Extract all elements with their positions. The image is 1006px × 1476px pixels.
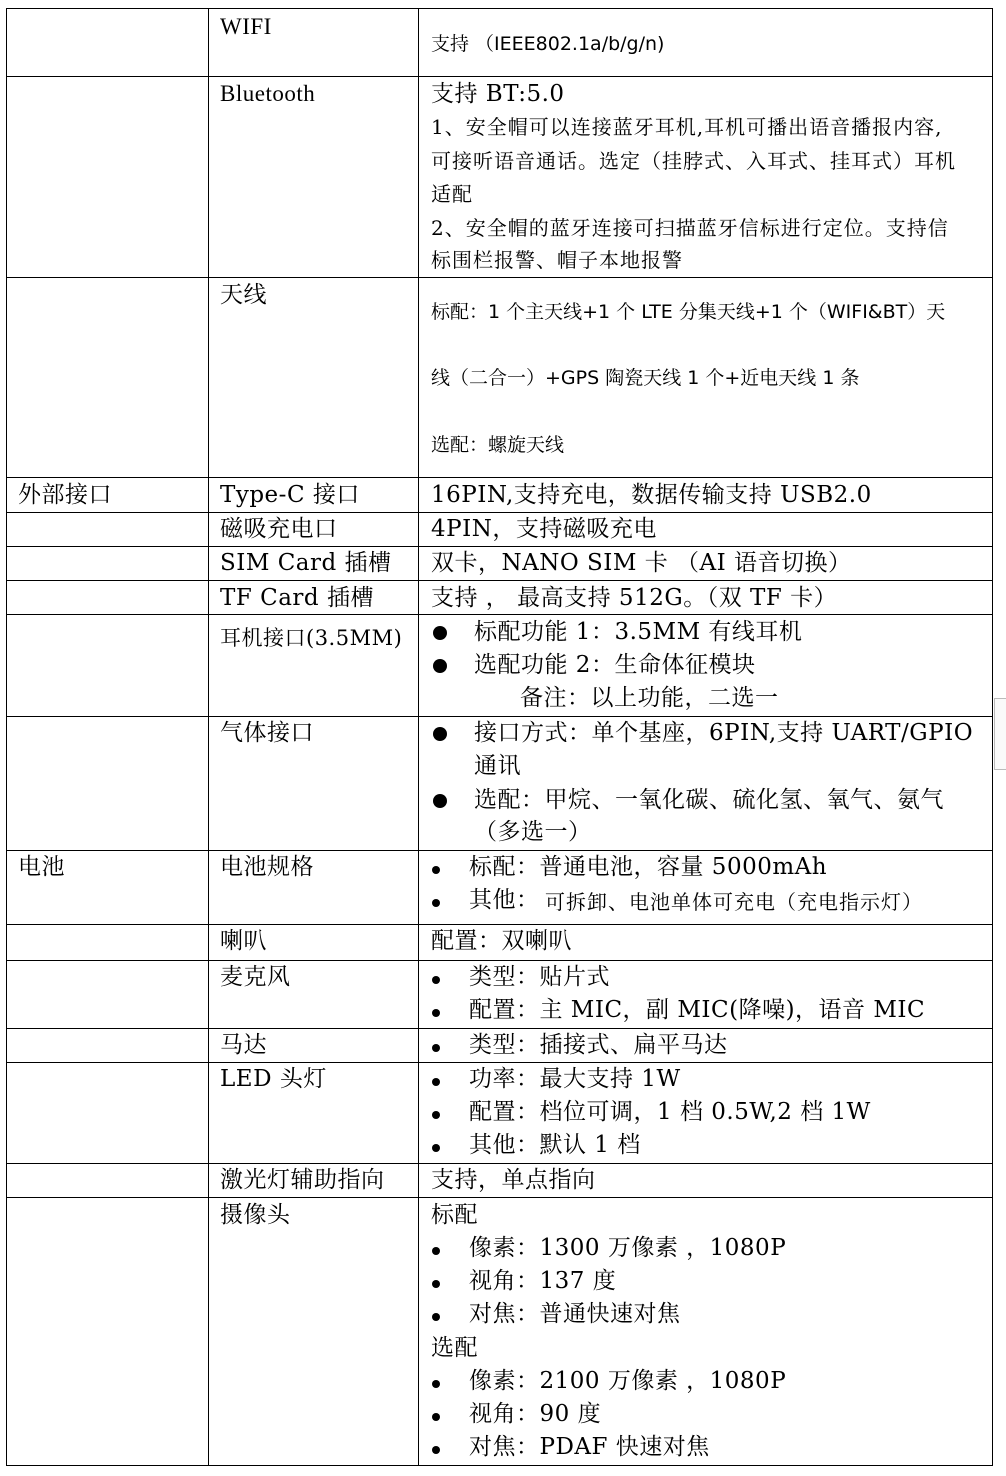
bluetooth-note-2: 标围栏报警、帽子本地报警 <box>431 248 683 272</box>
row-rule <box>6 1028 993 1029</box>
camera-spec: 对焦：普通快速对焦 <box>469 1301 681 1327</box>
item-typec: Type-C 接口 <box>220 482 360 508</box>
row-rule <box>6 8 993 9</box>
motor-spec: 类型：插接式、扁平马达 <box>469 1032 728 1058</box>
bluetooth-note-1: 适配 <box>431 182 473 206</box>
row-rule <box>6 277 993 278</box>
camera-spec: 像素：2100 万像素 ，1080P <box>469 1368 787 1394</box>
bullet-icon <box>432 1144 440 1152</box>
row-rule <box>6 924 993 925</box>
row-rule <box>6 614 993 615</box>
bullet-icon <box>432 1247 440 1255</box>
gas-option: 接口方式：单个基座，6PIN,支持 UART/GPIO <box>474 720 974 746</box>
item-antenna: 天线 <box>220 282 267 308</box>
row-rule <box>6 716 993 717</box>
bullet-icon <box>432 1313 440 1321</box>
row-rule <box>6 477 993 478</box>
row-rule <box>6 580 993 581</box>
bluetooth-note-1: 1、安全帽可以连接蓝牙耳机,耳机可播出语音播报内容, <box>431 115 943 139</box>
value-sim: 双卡，NANO SIM 卡 （AI 语音切换） <box>431 550 852 576</box>
bullet-icon <box>432 899 440 907</box>
item-bluetooth: Bluetooth <box>220 81 316 106</box>
value-bluetooth: 支持 BT:5.0 <box>431 81 565 107</box>
row-rule <box>6 1163 993 1164</box>
value-tf: 支持 ， 最高支持 512G。（双 TF 卡） <box>431 585 838 611</box>
row-rule <box>6 76 993 77</box>
bluetooth-note-2: 2、安全帽的蓝牙连接可扫描蓝牙信标进行定位。支持信 <box>431 216 949 240</box>
item-wifi: WIFI <box>220 14 272 39</box>
gas-option: 选配：甲烷、一氧化碳、硫化氢、氧气、氨气 <box>474 787 944 813</box>
mic-spec: 类型：贴片式 <box>469 964 610 990</box>
earphone-option: 标配功能 1：3.5MM 有线耳机 <box>474 619 803 645</box>
item-microphone: 麦克风 <box>220 964 291 990</box>
value-speaker: 配置：双喇叭 <box>431 928 572 954</box>
group-battery: 电池 <box>18 854 65 880</box>
earphone-option: 选配功能 2：生命体征模块 <box>474 652 756 678</box>
bullet-icon <box>433 794 447 808</box>
camera-optional-label: 选配 <box>431 1335 478 1361</box>
antenna-line: 线（二合一）+GPS 陶瓷天线 1 个+近电天线 1 条 <box>431 367 860 389</box>
item-earphone: 耳机接口(3.5MM) <box>220 626 403 650</box>
led-spec: 配置：档位可调，1 档 0.5W,2 档 1W <box>469 1099 871 1125</box>
camera-spec: 视角：137 度 <box>469 1268 617 1294</box>
bullet-icon <box>432 976 440 984</box>
bullet-icon <box>432 1380 440 1388</box>
row-rule <box>6 1197 993 1198</box>
battery-other-text: 可拆卸、电池单体可充电（充电指示灯） <box>545 890 923 914</box>
item-camera: 摄像头 <box>220 1202 291 1228</box>
scrollbar-tab[interactable] <box>994 698 1006 770</box>
bullet-icon <box>433 626 447 640</box>
value-laser: 支持，单点指向 <box>431 1167 596 1193</box>
row-rule <box>6 1465 993 1466</box>
item-sim: SIM Card 插槽 <box>220 550 392 576</box>
bluetooth-note-1: 可接听语音通话。选定（挂脖式、入耳式、挂耳式）耳机 <box>431 149 956 173</box>
table-divider-col2 <box>418 8 419 1466</box>
row-rule <box>6 1062 993 1063</box>
bullet-icon <box>432 1009 440 1017</box>
bullet-icon <box>432 1446 440 1454</box>
antenna-line: 选配：螺旋天线 <box>431 434 565 456</box>
antenna-line: 标配：1 个主天线+1 个 LTE 分集天线+1 个（WIFI&BT）天 <box>431 301 946 323</box>
led-spec: 其他：默认 1 档 <box>469 1132 641 1158</box>
value-typec: 16PIN,支持充电，数据传输支持 USB2.0 <box>431 482 872 508</box>
gas-option: 通讯 <box>474 753 521 779</box>
bullet-icon <box>432 1044 440 1052</box>
item-led: LED 头灯 <box>220 1066 327 1092</box>
value-magnetic: 4PIN，支持磁吸充电 <box>431 516 657 542</box>
bullet-icon <box>433 727 447 741</box>
item-gas: 气体接口 <box>220 720 314 746</box>
table-border-left <box>6 8 7 1466</box>
mic-spec: 配置：主 MIC，副 MIC(降噪)，语音 MIC <box>469 997 926 1023</box>
item-tf: TF Card 插槽 <box>220 585 374 611</box>
camera-standard-label: 标配 <box>431 1202 478 1228</box>
value-wifi: 支持 （IEEE802.1a/b/g/n) <box>431 33 665 55</box>
group-external-interfaces: 外部接口 <box>18 482 112 508</box>
item-laser: 激光灯辅助指向 <box>220 1167 385 1193</box>
row-rule <box>6 512 993 513</box>
bullet-icon <box>433 659 447 673</box>
camera-spec: 视角：90 度 <box>469 1401 602 1427</box>
led-spec: 功率：最大支持 1W <box>469 1066 681 1092</box>
row-rule <box>6 850 993 851</box>
battery-other-label: 其他： <box>469 887 540 913</box>
bullet-icon <box>432 1111 440 1119</box>
item-battery: 电池规格 <box>220 854 314 880</box>
bullet-icon <box>432 1280 440 1288</box>
table-border-right <box>992 8 993 1466</box>
row-rule <box>6 960 993 961</box>
row-rule <box>6 546 993 547</box>
camera-spec: 对焦：PDAF 快速对焦 <box>469 1434 710 1460</box>
item-speaker: 喇叭 <box>220 928 267 954</box>
bullet-icon <box>432 1413 440 1421</box>
item-magnetic: 磁吸充电口 <box>220 516 338 542</box>
bullet-icon <box>432 866 440 874</box>
bullet-icon <box>432 1078 440 1086</box>
battery-spec: 标配：普通电池，容量 5000mAh <box>469 854 828 880</box>
earphone-remark: 备注：以上功能，二选一 <box>520 685 779 711</box>
item-motor: 马达 <box>220 1032 267 1058</box>
camera-spec: 像素：1300 万像素 ，1080P <box>469 1235 787 1261</box>
table-divider-col1 <box>208 8 209 1466</box>
gas-option: （多选一） <box>474 819 592 845</box>
